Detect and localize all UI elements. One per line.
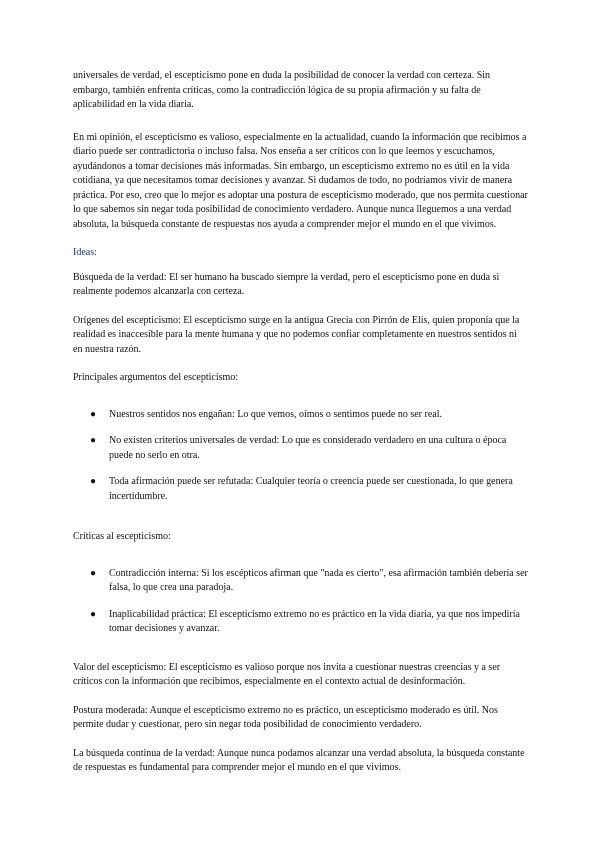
bullet-icon: ● [90,408,97,420]
ideas-heading: Ideas: [73,247,97,258]
paragraph-opinion: En mi opinión, el escepticismo es valioso, especialmente en la actualidad, cuando la información que recibimos a diario puede ser contradictoria o incluso falsa. Nos enseña a ser críticos con lo que leemos y escuchamos, ayudándonos a tomar decisiones más informadas. Sin embargo, un escepticismo extremo no es útil en la vida cotidiana, ya que necesitamos tomar decisiones y avanzar. Si dudamos de todo, no podríamos vivir de manera práctica. Por eso, creo que lo mejor es adoptar una postura de escepticismo moderado, que nos permita cuestionar lo que sabemos sin negar toda posibilidad de conocimiento verdadero. Aunque nunca lleguemos a una verdad absoluta, la búsqueda constante de respuestas nos ayuda a comprender mejor el mundo en el que vivimos. [73,131,528,230]
paragraph-postura-moderada: Postura moderada: Aunque el escepticismo extremo no es práctico, un escepticismo moderado es útil. Nos permite dudar y cuestionar, pero sin negar toda posibilidad de conocimiento verdadero. [73,704,498,730]
paragraph-busqueda-verdad: Búsqueda de la verdad: El ser humano ha buscado siempre la verdad, pero el escepticismo pone en duda si realmente podemos alcanzarla con certeza. [73,271,500,297]
paragraph-intro-continuation: universales de verdad, el escepticismo pone en duda la posibilidad de conocer la verdad con certeza. Sin embargo, también enfrenta críticas, como la contradicción lógica de su propia afirmación y su falta de aplicabilidad en la vida diaria. [73,70,491,110]
criticas-title: Críticas al escepticismo: [73,531,171,542]
bullet-icon: ● [90,435,97,446]
bullet-icon: ● [90,476,97,487]
bullet-icon: ● [90,608,97,620]
list-item-text: Contradicción interna: Si los escépticos afirman que "nada es cierto", esa afirmación también debería ser falsa, lo que crea una paradoja. [109,567,528,593]
argumentos-list [73,408,528,505]
list-item [73,475,528,504]
list-item [73,608,528,637]
list-item-text: Toda afirmación puede ser refutada: Cualquier teoría o creencia puede ser cuestionada, lo que genera incertidumbre. [109,476,513,502]
criticas-list [73,567,528,637]
paragraph-busqueda-continua: La búsqueda continua de la verdad: Aunque nunca podamos alcanzar una verdad absoluta, la búsqueda constante de respuestas es fundamental para comprender mejor el mundo en el que vivimos. [73,747,525,773]
list-item-text: Inaplicabilidad práctica: El escepticismo extremo no es práctico en la vida diaria, ya que nos impediría tomar decisiones y avanzar. [109,608,520,634]
list-item [73,408,528,423]
list-item [73,434,528,463]
document-body [73,69,528,786]
list-item-text: No existen criterios universales de verdad: Lo que es considerado verdadero en una cultura o época puede no serlo en otra. [109,435,507,461]
paragraph-valor: Valor del escepticismo: El escepticismo es valioso porque nos invita a cuestionar nuestras creencias y a ser críticos con la información que recibimos, especialmente en el contexto actual de desinformación. [73,661,501,687]
bullet-icon: ● [90,567,97,579]
paragraph-origenes: Orígenes del escepticismo: El escepticismo surge en la antigua Grecia con Pirrón de Elis, quien proponía que la realidad es inaccesible para la mente humana y que no podemos confiar completamente en nuestros sentidos ni en nuestra razón. [73,314,520,355]
argumentos-title: Principales argumentos del escepticismo: [73,372,239,383]
list-item-text: Nuestros sentidos nos engañan: Lo que vemos, oímos o sentimos puede no ser real. [109,408,442,420]
list-item [73,567,528,596]
